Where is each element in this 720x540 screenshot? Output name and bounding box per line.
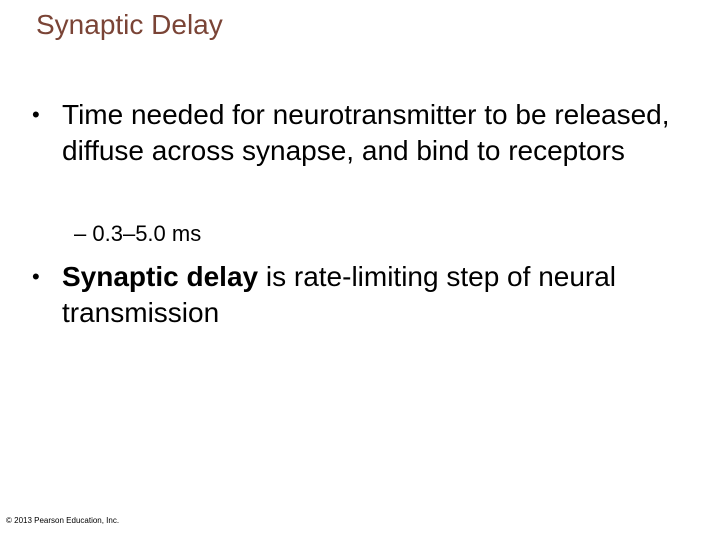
bullet-text [62,259,692,331]
sub-bullet-text: 0.3–5.0 ms [92,221,202,246]
sub-bullet-marker: – [74,221,87,246]
slide-title: Synaptic Delay [36,9,223,40]
bullet-text-rest: is rate-limiting step of neural transmission [62,261,617,328]
bullet-item-1 [32,97,692,169]
bullet-marker: • [32,102,40,127]
bullet-marker: • [32,264,40,289]
bullet-emphasis: Synaptic delay [62,261,259,292]
copyright-notice: © 2013 Pearson Education, Inc. [6,516,120,525]
bullet-item-2 [32,259,692,331]
sub-bullet-item [74,219,201,249]
bullet-text: Time needed for neurotransmitter to be released, diffuse across synapse, and bind to receptors [62,99,670,166]
